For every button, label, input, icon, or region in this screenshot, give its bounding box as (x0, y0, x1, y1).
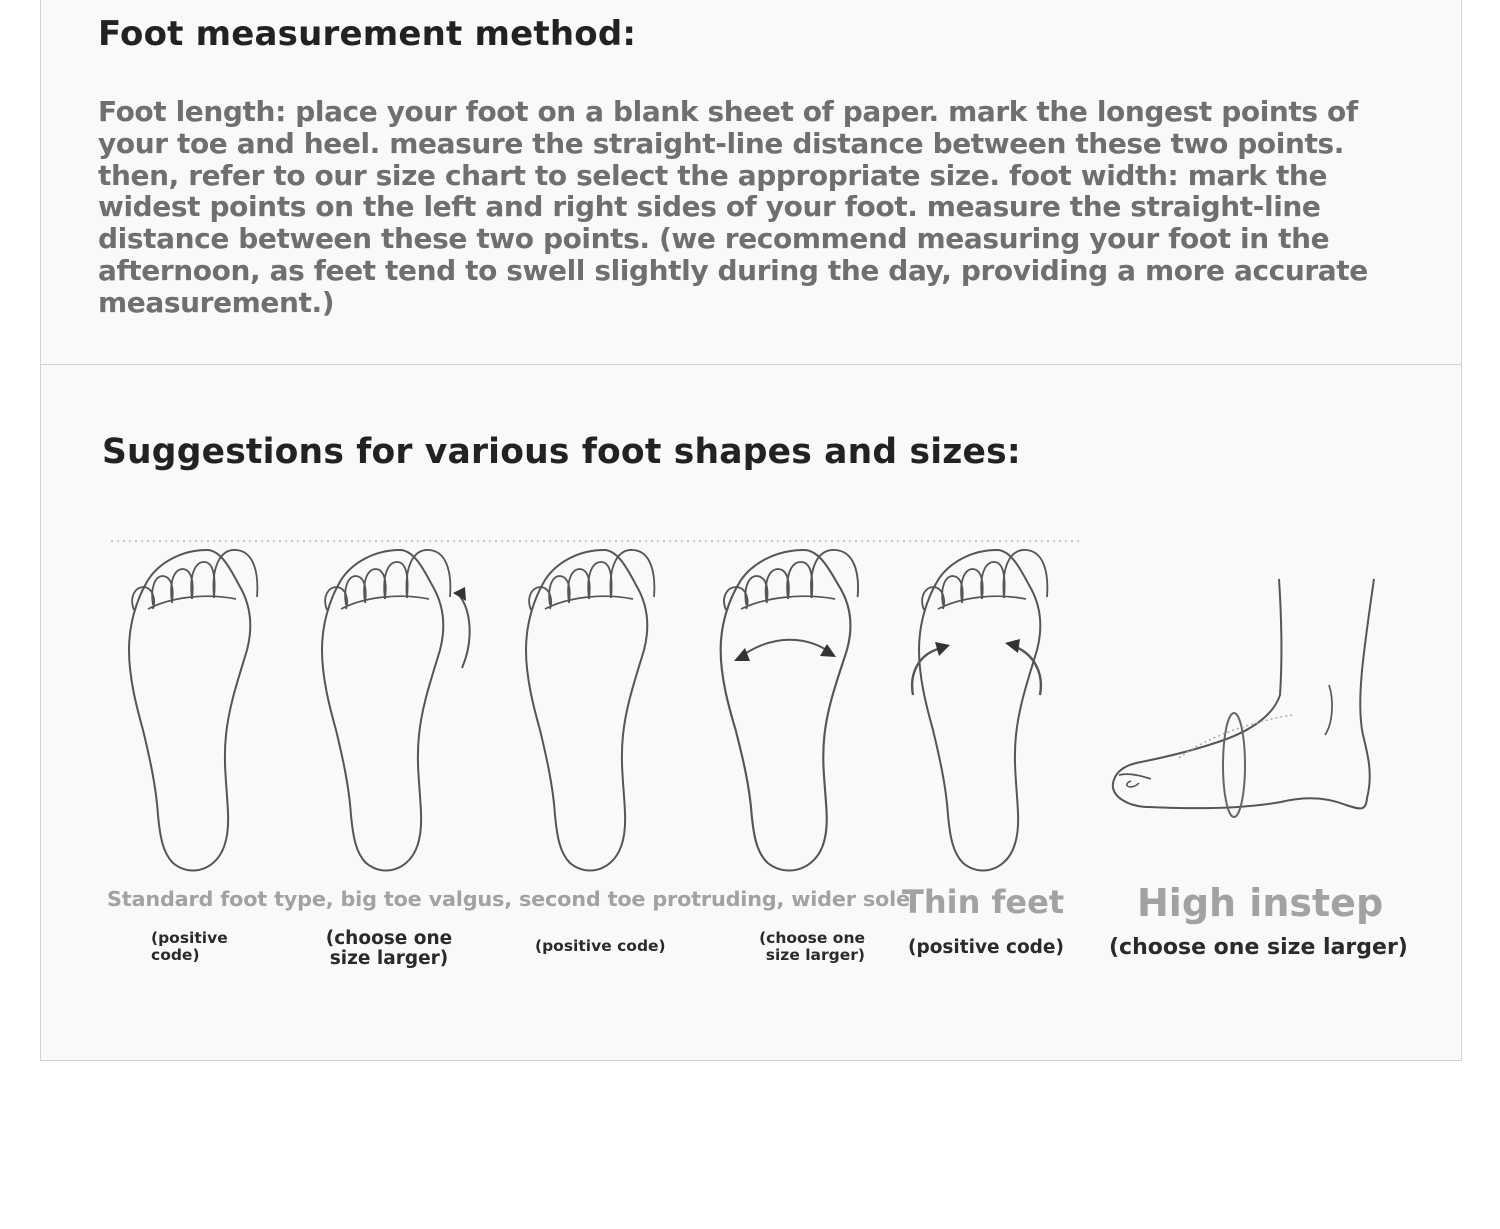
wider-sole-foot-icon (721, 550, 858, 871)
wider-sole-foot-note: (choose one size larger) (759, 929, 865, 964)
high-instep-note: (choose one size larger) (1109, 935, 1408, 960)
big-toe-valgus-foot-icon (322, 550, 470, 871)
method-description: Foot length: place your foot on a blank sheet of paper. mark the longest points of your toe and heel. measure the straight-line distance between these two points. then, refer to our size chart to select the appropriate size. foot width: mark the widest points on the left and right sides of your foot. measure the straight-line distance between these two points. (we recommend measuring your foot in the afternoon, as feet tend to swell slightly during the day, providing a more accurate measurement.) (98, 95, 1368, 319)
thin-foot-icon (912, 550, 1047, 871)
foot-types-caption: Standard foot type, big toe valgus, second toe protruding, wider sole (107, 887, 910, 911)
second-toe-protruding-foot-icon (526, 550, 654, 871)
second-toe-foot-note: (positive code) (535, 937, 666, 955)
valgus-foot-note: (choose one size larger) (325, 928, 453, 969)
high-instep-label: High instep (1137, 881, 1384, 925)
thin-feet-label: Thin feet (902, 883, 1065, 921)
standard-foot-note: (positive code) (151, 929, 228, 964)
shapes-title: Suggestions for various foot shapes and sizes: (102, 432, 1021, 472)
thin-foot-note: (positive code) (908, 937, 1064, 958)
method-title: Foot measurement method: (98, 14, 637, 54)
high-instep-foot-icon (1113, 579, 1374, 817)
foot-shapes-panel (40, 364, 1462, 1061)
standard-foot-icon (129, 550, 257, 871)
measurement-method-panel (40, 0, 1462, 366)
